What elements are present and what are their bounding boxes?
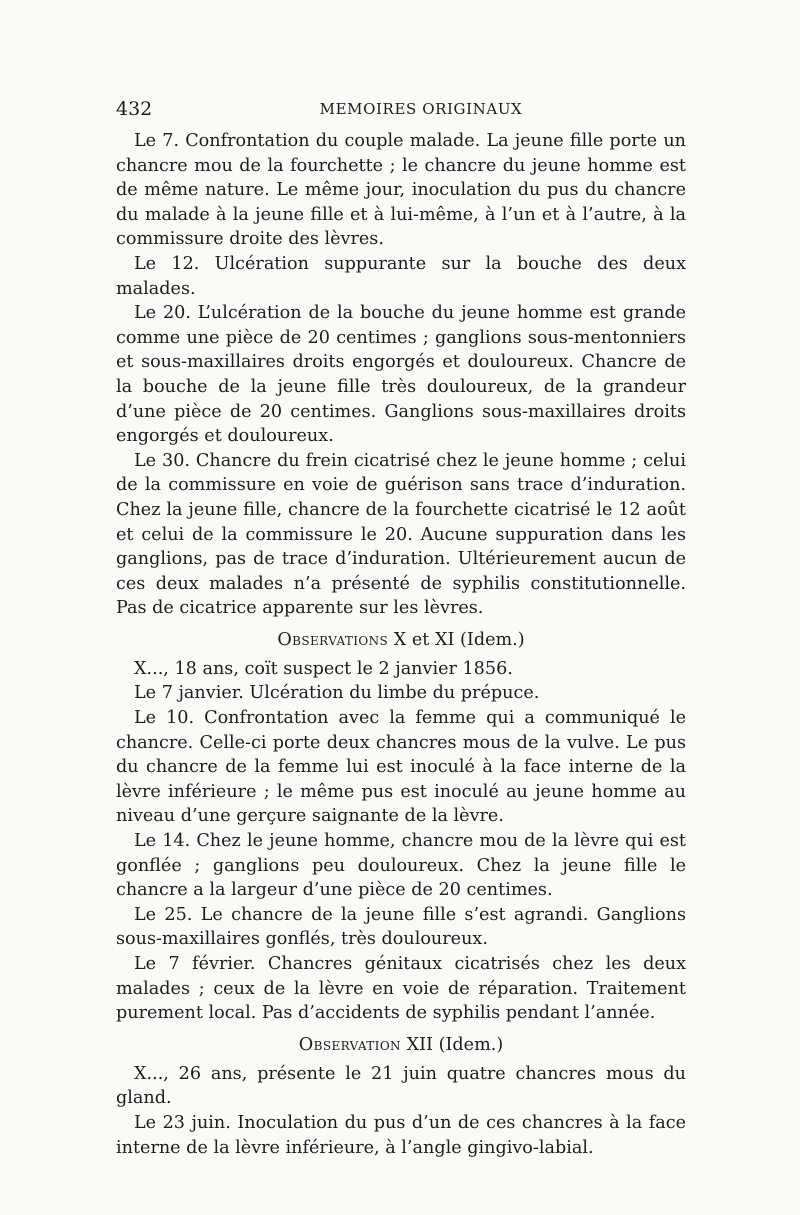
running-title: MEMOIRES ORIGINAUX <box>319 100 523 118</box>
paragraph: Le 10. Confrontation avec la femme qui a communiqué le chancre. Celle-ci porte deux chancres mous de la vulve. Le pus du chancre de la femme lui est inoculé à la face interne de la lèvre inférieure ; le même pus est inoculé au jeune homme au niveau d’une gerçure saignante de la lèvre. <box>116 708 686 827</box>
section-heading-rest: XII (Idem.) <box>406 1034 504 1055</box>
paragraph: Le 7 février. Chancres génitaux cicatrisés chez les deux malades ; ceux de la lèvre en voie de réparation. Traitement purement local. Pas d’accidents de syphilis pendant l’année. <box>116 954 686 1024</box>
paragraph: Le 14. Chez le jeune homme, chancre mou de la lèvre qui est gonflée ; ganglions peu douloureux. Chez la jeune fille le chancre a la largeur d’une pièce de 20 centimes. <box>116 831 686 901</box>
paragraph: X..., 26 ans, présente le 21 juin quatre chancres mous du gland. <box>116 1063 686 1109</box>
paragraph: Le 7 janvier. Ulcération du limbe du prépuce. <box>134 683 540 704</box>
section-heading-observations-x-xi <box>116 627 686 653</box>
page-number: 432 <box>116 98 153 120</box>
section-heading-observation-xii <box>116 1032 686 1058</box>
section-heading-label: Observations <box>277 629 389 650</box>
paragraph: Le 7. Confrontation du couple malade. La jeune fille porte un chancre mou de la fourchette ; le chancre du jeune homme est de même nature. Le même jour, inoculation du pus du chancre du malade à la jeune fille et à lui-même, à l’un et à l’autre, à la commissure droite des lèvres. <box>116 131 686 250</box>
paragraph: Le 30. Chancre du frein cicatrisé chez le jeune homme ; celui de la commissure en voie de guérison sans trace d’induration. Chez la jeune fille, chancre de la fourchette cicatrisé le 12 août et celui de la commissure le 20. Aucune suppuration dans les ganglions, pas de trace d’induration. Ultérieurement aucun de ces deux malades n’a présenté de syphilis constitutionnelle. Pas de cicatrice apparente sur les lèvres. <box>116 450 686 619</box>
paragraph: Le 23 juin. Inoculation du pus d’un de ces chancres à la face interne de la lèvre inférieure, à l’angle gingivo-labial. <box>116 1112 686 1158</box>
running-head <box>116 95 686 123</box>
paragraph: Le 12. Ulcération suppurante sur la bouche des deux malades. <box>116 253 686 299</box>
section-heading-label: Observation <box>298 1034 401 1055</box>
paragraph: X..., 18 ans, coït suspect le 2 janvier 1856. <box>134 658 513 679</box>
paragraph: Le 25. Le chancre de la jeune fille s’est agrandi. Ganglions sous-maxillaires gonflés, très douloureux. <box>116 904 686 950</box>
paragraph: Le 20. L’ulcération de la bouche du jeune homme est grande comme une pièce de 20 centimes ; ganglions sous-mentonniers et sous-maxillaires droits engorgés et douloureux. Chancre de la bouche de la jeune fille très douloureux, de la grandeur d’une pièce de 20 centimes. Ganglions sous-maxillaires droits engorgés et douloureux. <box>116 303 686 447</box>
section-heading-rest: X et XI (Idem.) <box>393 629 525 650</box>
